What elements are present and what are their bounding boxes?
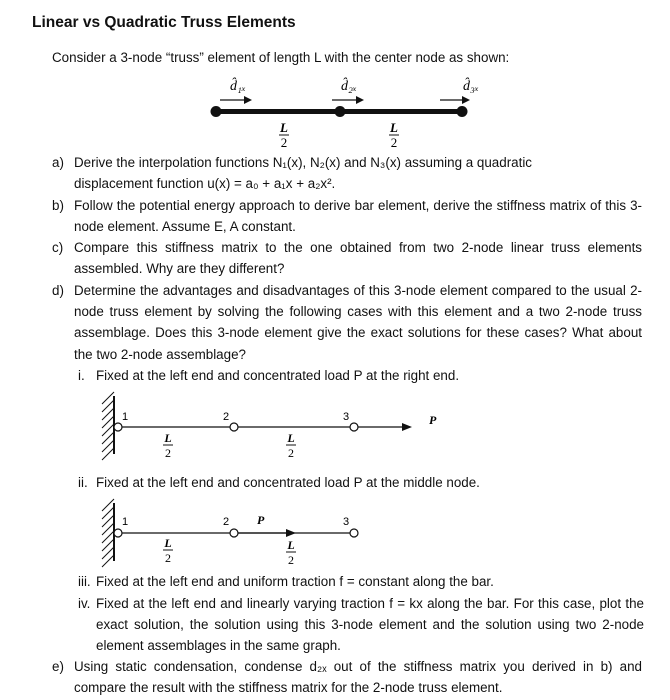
node-label-3: 3 bbox=[343, 411, 350, 423]
part-e bbox=[52, 656, 642, 698]
part-d-label: d) bbox=[52, 283, 64, 298]
dof-arrow-3 bbox=[440, 96, 470, 104]
wall-support bbox=[102, 392, 114, 460]
case-iv-label: iv. bbox=[78, 596, 91, 611]
case-iv bbox=[78, 593, 644, 657]
node-2 bbox=[335, 106, 346, 117]
case-ii-label: ii. bbox=[78, 475, 88, 490]
part-b bbox=[52, 195, 642, 237]
node-label-2: 2 bbox=[223, 516, 230, 528]
three-node-element-figure bbox=[200, 72, 480, 152]
length-label-1-num: L bbox=[280, 120, 288, 135]
length-label-2-num: L bbox=[390, 120, 398, 135]
node-3 bbox=[457, 106, 468, 117]
part-b-text: Follow the potential energy approach to derive bar element, derive the stiffness matrix of this 3-node element. Assume E, A constant. bbox=[74, 198, 642, 235]
part-b-label: b) bbox=[52, 198, 64, 213]
node-2 bbox=[230, 529, 238, 537]
part-c-label: c) bbox=[52, 240, 64, 255]
node-label-1: 1 bbox=[122, 516, 129, 528]
load-arrow bbox=[238, 529, 296, 537]
part-d-text: Determine the advantages and disadvantages of this 3-node element compared to the usual 2-node truss element by solving the following cases with this element and a two 2-node truss assemblage. Does this 3-node element give the exact solutions for these cases? What about the two 2-node assemblage? bbox=[74, 283, 642, 362]
case-iii-label: iii. bbox=[78, 574, 91, 589]
node-1 bbox=[211, 106, 222, 117]
part-a-line1: Derive the interpolation functions N₁(x), N₂(x) and N₃(x) assuming a quadratic bbox=[74, 155, 532, 170]
length-label-2-den: 2 bbox=[288, 446, 294, 460]
load-label: P bbox=[429, 413, 437, 427]
node-2 bbox=[230, 423, 238, 431]
part-e-label: e) bbox=[52, 659, 64, 674]
length-label-2-num: L bbox=[287, 431, 295, 445]
length-label-2-den: 2 bbox=[390, 135, 398, 150]
part-e-text: Using static condensation, condense d₂ₓ out of the stiffness matrix you derived in b) and compare the result with the stiffness matrix for the 2-node truss element. bbox=[74, 659, 642, 696]
case-ii bbox=[78, 472, 644, 493]
length-label-2-num: L bbox=[287, 538, 295, 552]
page-title: Linear vs Quadratic Truss Elements bbox=[32, 14, 296, 31]
node-1 bbox=[114, 529, 122, 537]
node-label-1: 1 bbox=[122, 411, 129, 423]
part-a-line2: displacement function u(x) = a₀ + a₁x + a₂x². bbox=[74, 176, 336, 192]
case-iii-text: Fixed at the left end and uniform traction f = constant along the bar. bbox=[96, 574, 494, 589]
case-ii-text: Fixed at the left end and concentrated load P at the middle node. bbox=[96, 475, 480, 490]
case-i-label: i. bbox=[78, 368, 85, 383]
case-i-figure bbox=[96, 390, 456, 470]
length-label-1-num: L bbox=[164, 536, 172, 550]
length-label-1-den: 2 bbox=[165, 551, 171, 565]
wall-support bbox=[102, 499, 114, 567]
case-i-text: Fixed at the left end and concentrated load P at the right end. bbox=[96, 368, 460, 383]
intro-text: Consider a 3-node “truss” element of length L with the center node as shown: bbox=[52, 50, 510, 65]
dof-label-1: d̂₁ₓ bbox=[230, 79, 246, 94]
length-label-2-den: 2 bbox=[288, 553, 294, 567]
load-label: P bbox=[257, 513, 265, 527]
part-c bbox=[52, 237, 642, 279]
case-i bbox=[78, 365, 644, 386]
part-a-label: a) bbox=[52, 155, 64, 170]
node-1 bbox=[114, 423, 122, 431]
part-a bbox=[52, 152, 642, 194]
case-ii-figure bbox=[96, 497, 396, 571]
dof-label-3: d̂₃ₓ bbox=[463, 79, 479, 94]
node-3 bbox=[350, 529, 358, 537]
load-arrow bbox=[358, 423, 412, 431]
part-d bbox=[52, 280, 642, 365]
dof-label-2: d̂₂ₓ bbox=[341, 79, 357, 94]
case-iii bbox=[78, 571, 644, 592]
case-iv-text: Fixed at the left end and linearly varying traction f = kx along the bar. For this case, plot the exact solution, the solution using this 3-node element and the solution using two 2-node element assemblages in the same graph. bbox=[96, 596, 644, 654]
node-label-3: 3 bbox=[343, 516, 350, 528]
length-label-1-den: 2 bbox=[280, 135, 288, 150]
length-label-1-den: 2 bbox=[165, 446, 171, 460]
dof-arrow-1 bbox=[220, 96, 252, 104]
dof-arrow-2 bbox=[332, 96, 364, 104]
node-label-2: 2 bbox=[223, 411, 230, 423]
length-label-1-num: L bbox=[164, 431, 172, 445]
node-3 bbox=[350, 423, 358, 431]
part-c-text: Compare this stiffness matrix to the one obtained from two 2-node linear truss elements assembled. Why are they different? bbox=[74, 240, 642, 277]
